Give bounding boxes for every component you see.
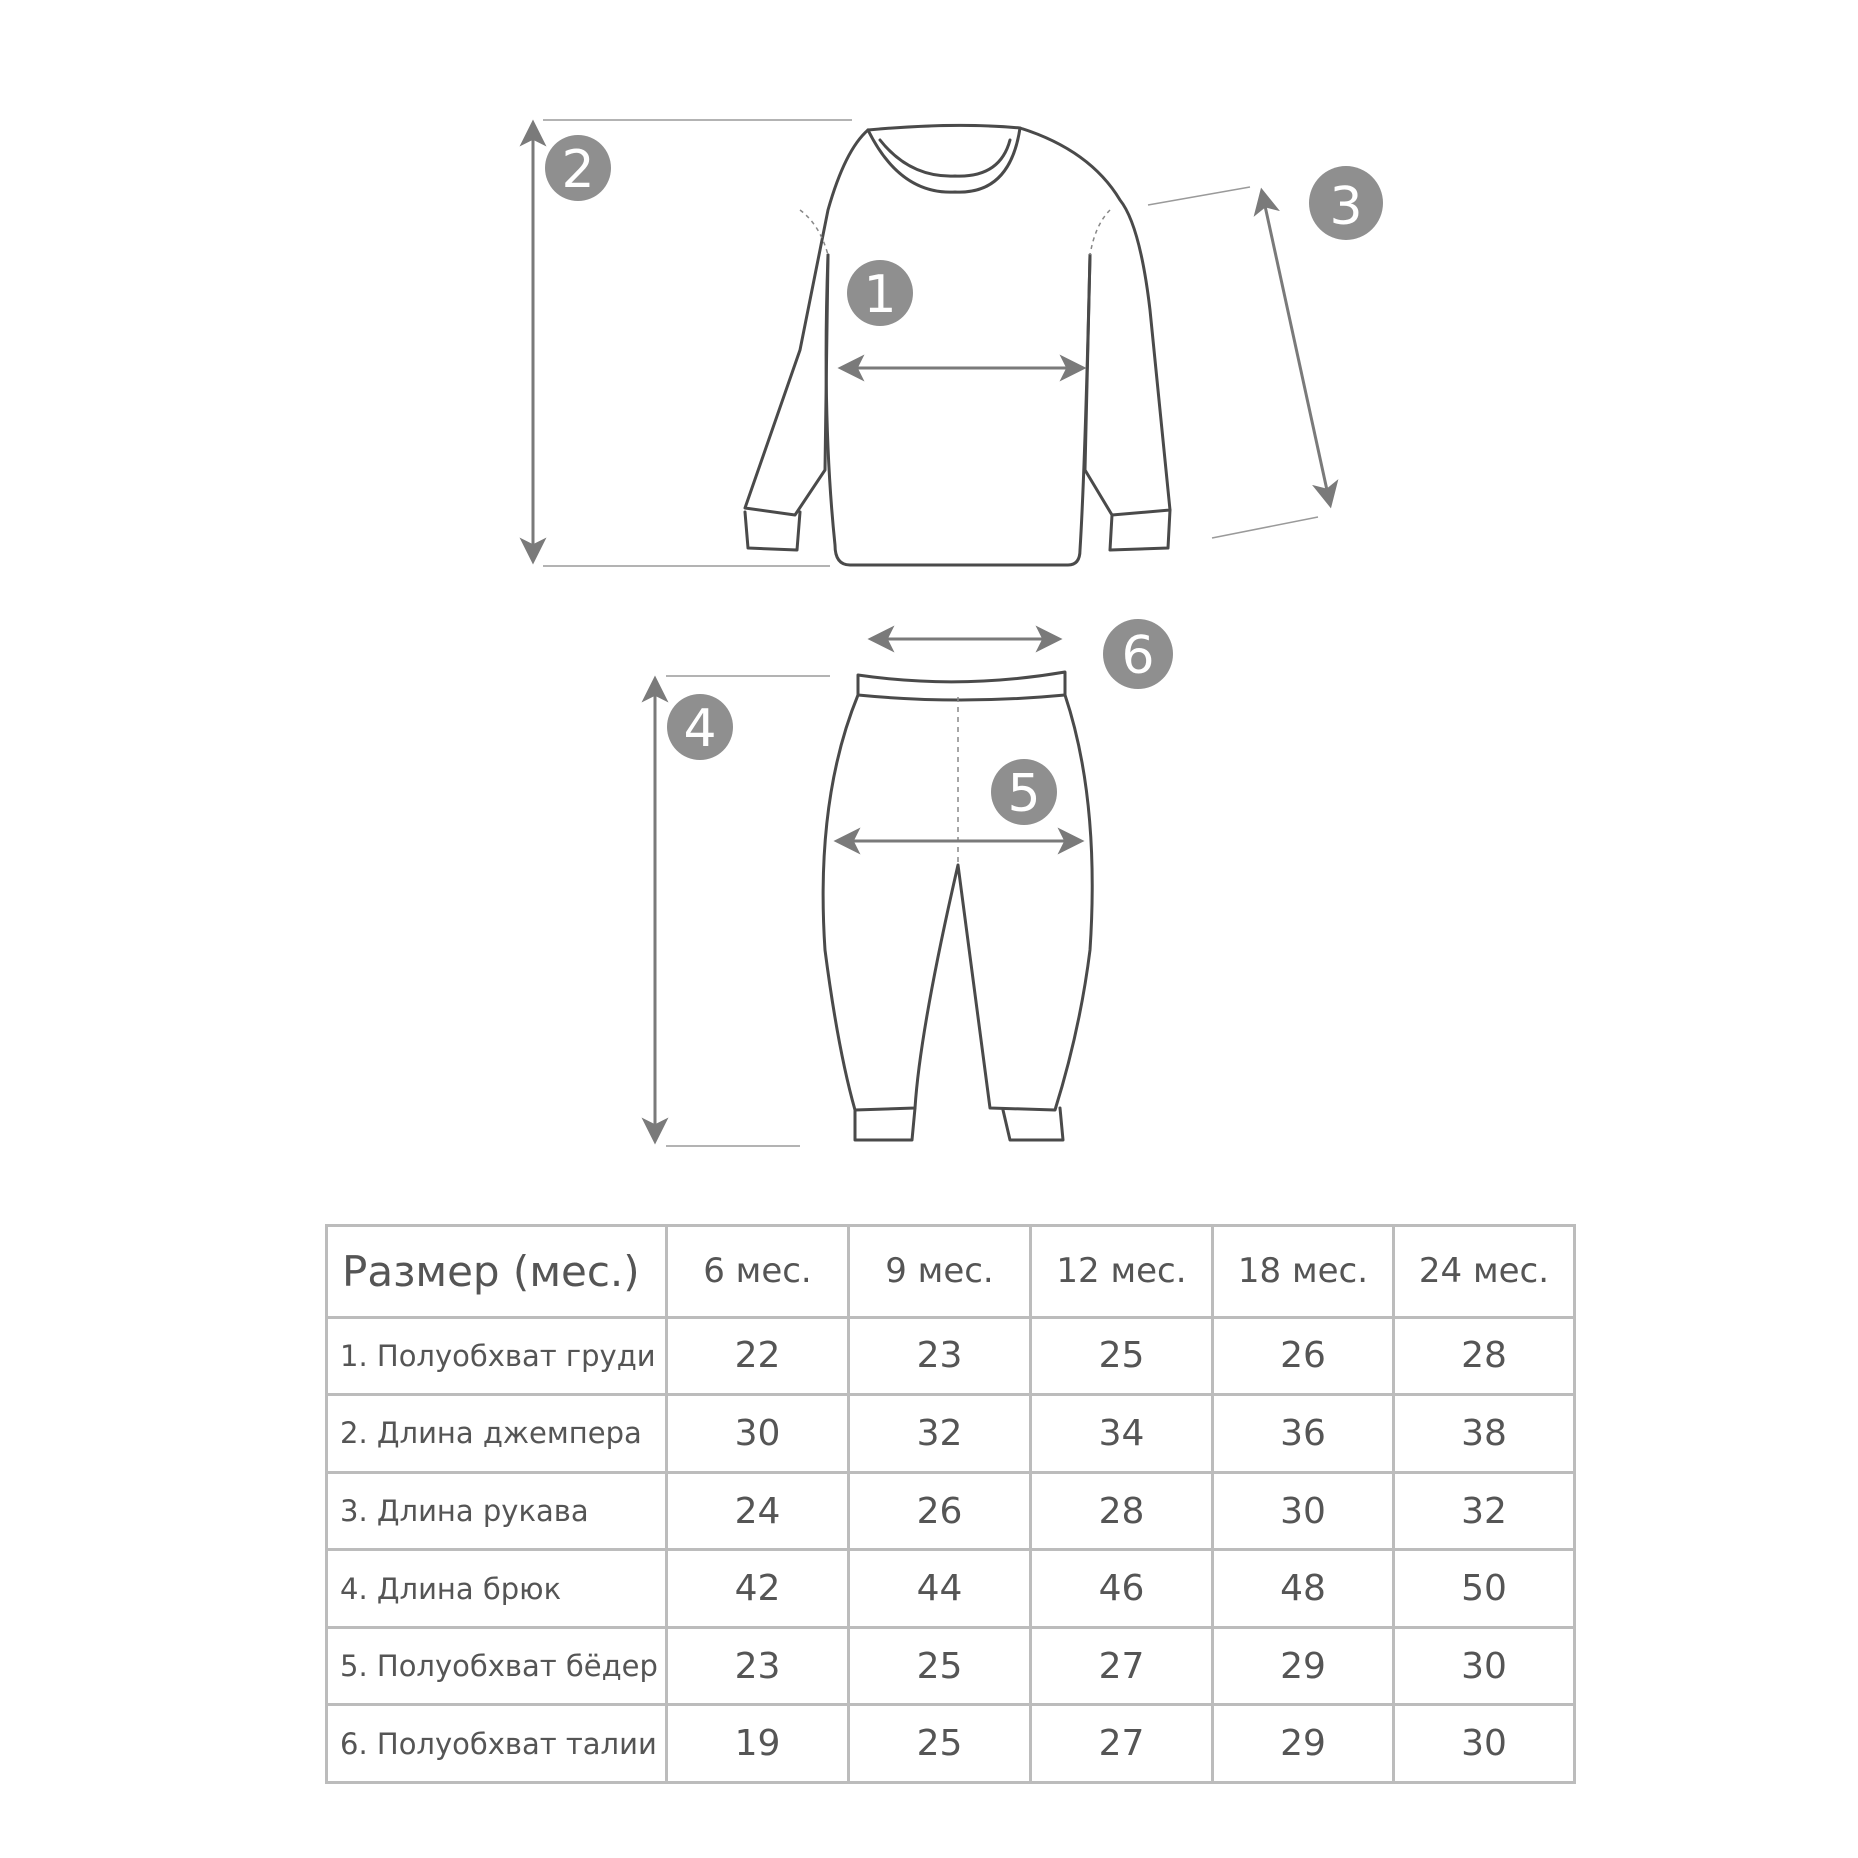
table-cell: 22	[667, 1317, 849, 1395]
size-header-24: 24 мес.	[1394, 1226, 1575, 1318]
badge-3	[1309, 166, 1383, 240]
row-label: 4. Длина брюк	[327, 1550, 667, 1628]
jumper-seams	[800, 210, 1110, 255]
table-cell: 23	[667, 1627, 849, 1705]
table-cell: 42	[667, 1550, 849, 1628]
table-cell: 29	[1213, 1627, 1394, 1705]
table-cell: 28	[1031, 1472, 1213, 1550]
table-cell: 25	[849, 1627, 1031, 1705]
row-label: 6. Полуобхват талии	[327, 1705, 667, 1783]
table-cell: 46	[1031, 1550, 1213, 1628]
badge-2	[545, 135, 611, 201]
row-label: 3. Длина рукава	[327, 1472, 667, 1550]
table-header-row	[327, 1226, 1575, 1318]
arrow-sleeve-length	[1262, 192, 1330, 504]
size-header-6: 6 мес.	[667, 1226, 849, 1318]
table-row	[327, 1472, 1575, 1550]
table-row	[327, 1627, 1575, 1705]
badge-3-label: 3	[1329, 177, 1363, 237]
size-chart-table	[325, 1224, 1576, 1784]
table-cell: 27	[1031, 1705, 1213, 1783]
badge-2-label: 2	[561, 140, 595, 200]
badge-6	[1103, 619, 1173, 689]
pants-outline	[823, 672, 1092, 1140]
table-cell: 24	[667, 1472, 849, 1550]
badge-6-label: 6	[1121, 626, 1155, 686]
table-cell: 27	[1031, 1627, 1213, 1705]
badge-5	[991, 759, 1057, 825]
table-cell: 38	[1394, 1395, 1575, 1473]
table-cell: 50	[1394, 1550, 1575, 1628]
table-cell: 32	[1394, 1472, 1575, 1550]
table-cell: 30	[1394, 1705, 1575, 1783]
table-row	[327, 1705, 1575, 1783]
table-cell: 30	[1394, 1627, 1575, 1705]
table-cell: 30	[667, 1395, 849, 1473]
table-cell: 30	[1213, 1472, 1394, 1550]
badge-4-label: 4	[683, 699, 717, 759]
table-cell: 23	[849, 1317, 1031, 1395]
badge-5-label: 5	[1007, 764, 1041, 824]
table-cell: 25	[849, 1705, 1031, 1783]
table-cell: 19	[667, 1705, 849, 1783]
size-header-9: 9 мес.	[849, 1226, 1031, 1318]
table-cell: 25	[1031, 1317, 1213, 1395]
row-label: 5. Полуобхват бёдер	[327, 1627, 667, 1705]
row-label: 2. Длина джемпера	[327, 1395, 667, 1473]
size-header-12: 12 мес.	[1031, 1226, 1213, 1318]
table-cell: 28	[1394, 1317, 1575, 1395]
table-cell: 34	[1031, 1395, 1213, 1473]
jumper-outline	[745, 125, 1170, 565]
table-cell: 26	[849, 1472, 1031, 1550]
table-cell: 32	[849, 1395, 1031, 1473]
table-cell: 26	[1213, 1317, 1394, 1395]
badge-4	[667, 694, 733, 760]
table-row	[327, 1550, 1575, 1628]
table-cell: 48	[1213, 1550, 1394, 1628]
size-header-label: Размер (мес.)	[327, 1226, 667, 1318]
badge-1-label: 1	[863, 265, 897, 325]
table-cell: 44	[849, 1550, 1031, 1628]
table-row	[327, 1395, 1575, 1473]
badge-1	[847, 260, 913, 326]
row-label: 1. Полуобхват груди	[327, 1317, 667, 1395]
table-cell: 29	[1213, 1705, 1394, 1783]
table-row	[327, 1317, 1575, 1395]
size-header-18: 18 мес.	[1213, 1226, 1394, 1318]
table-cell: 36	[1213, 1395, 1394, 1473]
